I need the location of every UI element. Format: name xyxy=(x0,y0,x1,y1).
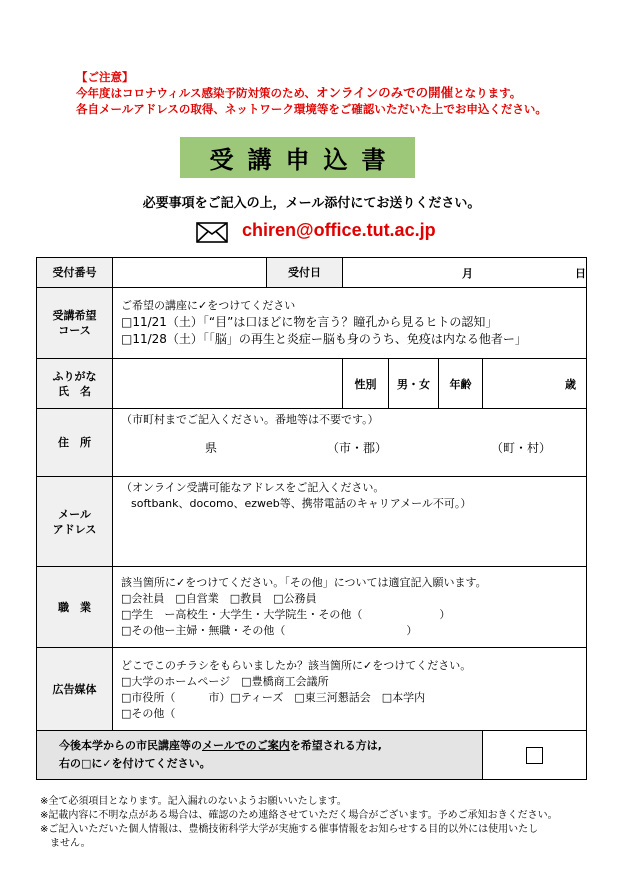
age-label: 年齢 xyxy=(439,359,483,409)
mail-wish-checkbox[interactable] xyxy=(526,747,543,764)
media-line-3[interactable]: □その他（ xyxy=(121,707,176,720)
course-instruction: ご希望の講座に✓をつけてください xyxy=(121,299,296,312)
footer-note-3b: ません。 xyxy=(50,838,91,849)
footer-note-3a: ※ご記入いただいた個人情報は、豊橋技術科学大学が実施する催事情報をお知らせする目的以外には使用いたし xyxy=(40,824,539,835)
gender-options[interactable]: 男・女 xyxy=(389,359,439,409)
course-label: 受講希望 コース xyxy=(37,288,113,359)
media-row xyxy=(37,648,587,731)
application-form-table xyxy=(36,257,587,780)
mail-wish-row xyxy=(37,731,587,780)
address-label: 住 所 xyxy=(37,409,113,477)
email-note-2: softbank、docomo、ezweb等、携帯電話のキャリアメール不可。） xyxy=(131,497,472,510)
envelope-icon xyxy=(196,222,228,243)
media-line-1[interactable]: □大学のホームページ □豊橋商工会議所 xyxy=(121,675,329,688)
media-label: 広告媒体 xyxy=(37,648,113,731)
notice-line-1: 今年度はコロナウィルス感染予防対策のため、オンラインのみでの開催となります。 xyxy=(76,85,522,100)
reception-date-field[interactable] xyxy=(343,258,587,288)
email-label: メール アドレス xyxy=(37,477,113,567)
occupation-line-1[interactable]: □会社員 □自営業 □教員 □公務員 xyxy=(121,592,317,605)
instruction-subtitle: 必要事項をご記入の上，メール添付にてお送りください。 xyxy=(142,196,481,211)
age-unit[interactable]: 歳 xyxy=(483,359,587,409)
notice-emphasis: オンラインのみでの開催 xyxy=(316,85,454,100)
reception-row xyxy=(37,258,587,288)
contact-email[interactable]: chiren@office.tut.ac.jp xyxy=(242,220,436,240)
occupation-line-2[interactable]: □学生 ー高校生・大学生・大学院生・その他（ ） xyxy=(121,608,451,621)
address-field[interactable] xyxy=(113,409,587,477)
form-title-banner: 受講申込書 xyxy=(180,137,415,178)
day-label: 日 xyxy=(575,266,586,280)
footer-note-1: ※全て必須項目となります。記入漏れのないようお願いいたします。 xyxy=(40,796,347,807)
occupation-options xyxy=(113,567,587,648)
footer-notes xyxy=(40,795,600,851)
notice-block xyxy=(76,69,547,117)
town-label: （町・村） xyxy=(490,441,551,455)
occupation-label: 職 業 xyxy=(37,567,113,648)
name-row xyxy=(37,359,587,409)
gender-label: 性別 xyxy=(343,359,389,409)
notice-title: 【ご注意】 xyxy=(76,70,134,84)
email-field[interactable] xyxy=(113,477,587,567)
media-options xyxy=(113,648,587,731)
course-options xyxy=(113,288,587,359)
course-row xyxy=(37,288,587,359)
media-instruction: どこでこのチラシをもらいましたか？該当箇所に✓をつけてください。 xyxy=(121,659,472,672)
notice-line-2: 各自メールアドレスの取得、ネットワーク環境等をご確認いただいた上でお申込ください。 xyxy=(76,102,547,116)
reception-number-field[interactable] xyxy=(113,258,267,288)
email-row xyxy=(37,477,587,567)
media-line-2[interactable]: □市役所（ 市）□ティーズ □東三河懇話会 □本学内 xyxy=(121,691,426,704)
mail-wish-emphasis: メールでのご案内 xyxy=(202,739,290,752)
occupation-row xyxy=(37,567,587,648)
occupation-line-3[interactable]: □その他ー主婦・無職・その他（ ） xyxy=(121,624,418,637)
occupation-instruction: 該当箇所に✓をつけてください。「その他」については適宜記入願います。 xyxy=(121,576,487,589)
reception-number-label: 受付番号 xyxy=(37,258,113,288)
name-field[interactable] xyxy=(113,359,343,409)
prefecture-label: 県 xyxy=(204,441,217,455)
address-note: （市町村までご記入ください。番地等は不要です。） xyxy=(121,413,379,426)
name-label: ふりがな 氏 名 xyxy=(37,359,113,409)
course-option-1[interactable]: □11/21（土）「“目”は口ほどに物を言う？瞳孔から見るヒトの認知」 xyxy=(121,315,498,329)
city-label: （市・郡） xyxy=(326,441,387,455)
mail-wish-text: 今後本学からの市民講座等のメールでのご案内を希望される方は, 右の□に✓を付けてください。 xyxy=(37,731,483,780)
mail-wish-checkbox-cell xyxy=(483,731,587,780)
course-option-2[interactable]: □11/28（土）「「脳」の再生と炎症ー脳も身のうち、免疫は内なる他者ー」 xyxy=(121,332,527,346)
reception-date-label: 受付日 xyxy=(267,258,343,288)
email-note-1: （オンライン受講可能なアドレスをご記入ください。 xyxy=(121,481,385,494)
footer-note-2: ※記載内容に不明な点がある場合は、確認のため連絡させていただく場合がございます。予めご承知おきください。 xyxy=(40,810,558,821)
month-label: 月 xyxy=(461,266,473,280)
address-row xyxy=(37,409,587,477)
